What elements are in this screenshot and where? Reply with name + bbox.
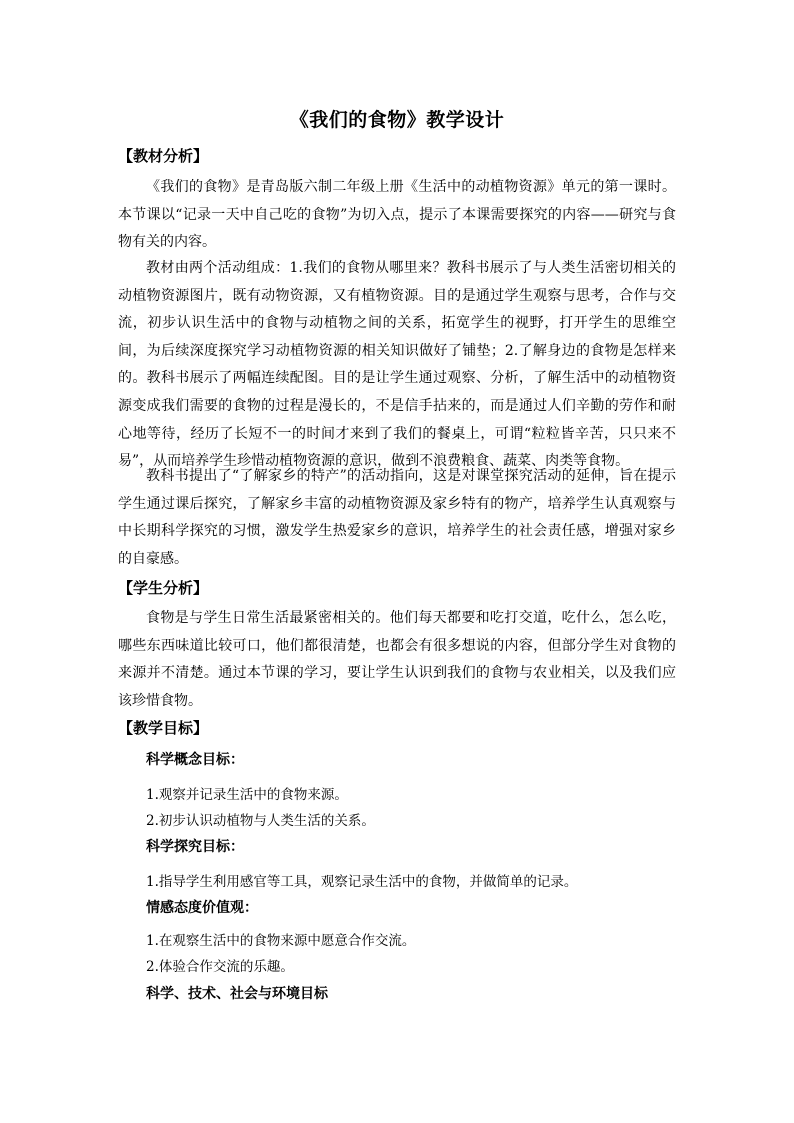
goal-item: 1.指导学生利用感官等工具，观察记录生活中的食物，并做简单的记录。 bbox=[146, 874, 578, 890]
document-title: 《我们的食物》教学设计 bbox=[289, 109, 505, 131]
paragraph-student-analysis: 食物是与学生日常生活最紧密相关的。他们每天都要和吃打交道，吃什么，怎么吃，哪些东西味道比较可口，他们都很清楚，也都会有很多想说的内容，但部分学生对食物的来源并不清楚。通过本节课的学习，要让学生认识到我们的食物与农业相关，以及我们应该珍惜食物。 bbox=[118, 610, 676, 709]
goal-item: 1.观察并记录生活中的食物来源。 bbox=[146, 787, 348, 803]
goal-item: 2.体验合作交流的乐趣。 bbox=[146, 959, 294, 975]
section-heading-textbook-analysis: 【教材分析】 bbox=[118, 147, 209, 165]
paragraph-textbook-extension: 教科书提出了“了解家乡的特产”的活动指向，这是对课堂探究活动的延伸，旨在提示学生通过课后探究，了解家乡丰富的动植物资源及家乡特有的物产，培养学生认真观察与中长期科学探究的习惯，激发学生热爱家乡的意识，培养学生的社会责任感，增强对家乡的自豪感。 bbox=[118, 468, 676, 567]
goal-subheading-attitude: 情感态度价值观： bbox=[146, 900, 258, 916]
goal-subheading-concept: 科学概念目标： bbox=[146, 752, 244, 768]
section-heading-teaching-goals: 【教学目标】 bbox=[118, 719, 209, 737]
goal-subheading-stse: 科学、技术、社会与环境目标 bbox=[146, 986, 328, 1002]
goal-subheading-inquiry: 科学探究目标： bbox=[146, 839, 244, 855]
paragraph-textbook-intro: 《我们的食物》是青岛版六制二年级上册《生活中的动植物资源》单元的第一课时。本节课以“记录一天中自己吃的食物”为切入点，提示了本课需要探究的内容——研究与食物有关的内容。 bbox=[118, 179, 676, 251]
paragraph-textbook-activities: 教材由两个活动组成：1.我们的食物从哪里来？教科书展示了与人类生活密切相关的动植物资源图片，既有动物资源，又有植物资源。目的是通过学生观察与思考，合作与交流，初步认识生活中的食物与动植物之间的关系，拓宽学生的视野，打开学生的思维空间，为后续深度探究学习动植物资源的相关知识做好了铺垫；2.了解身边的食物是怎样来的。教科书展示了两幅连续配图。目的是让学生通过观察、分析，了解生活中的动植物资源变成我们需要的食物的过程是漫长的，不是信手拈来的，而是通过人们辛勤的劳作和耐心地等待，经历了长短不一的时间才来到了我们的餐桌上，可谓“粒粒皆辛苦，只只来不易”，从而培养学生珍惜动植物资源的意识，做到不浪费粮食、蔬菜、肉类等食物。 bbox=[118, 260, 676, 470]
goal-item: 2.初步认识动植物与人类生活的关系。 bbox=[146, 813, 375, 829]
section-heading-student-analysis: 【学生分析】 bbox=[118, 579, 209, 597]
goal-item: 1.在观察生活中的食物来源中愿意合作交流。 bbox=[146, 933, 416, 949]
